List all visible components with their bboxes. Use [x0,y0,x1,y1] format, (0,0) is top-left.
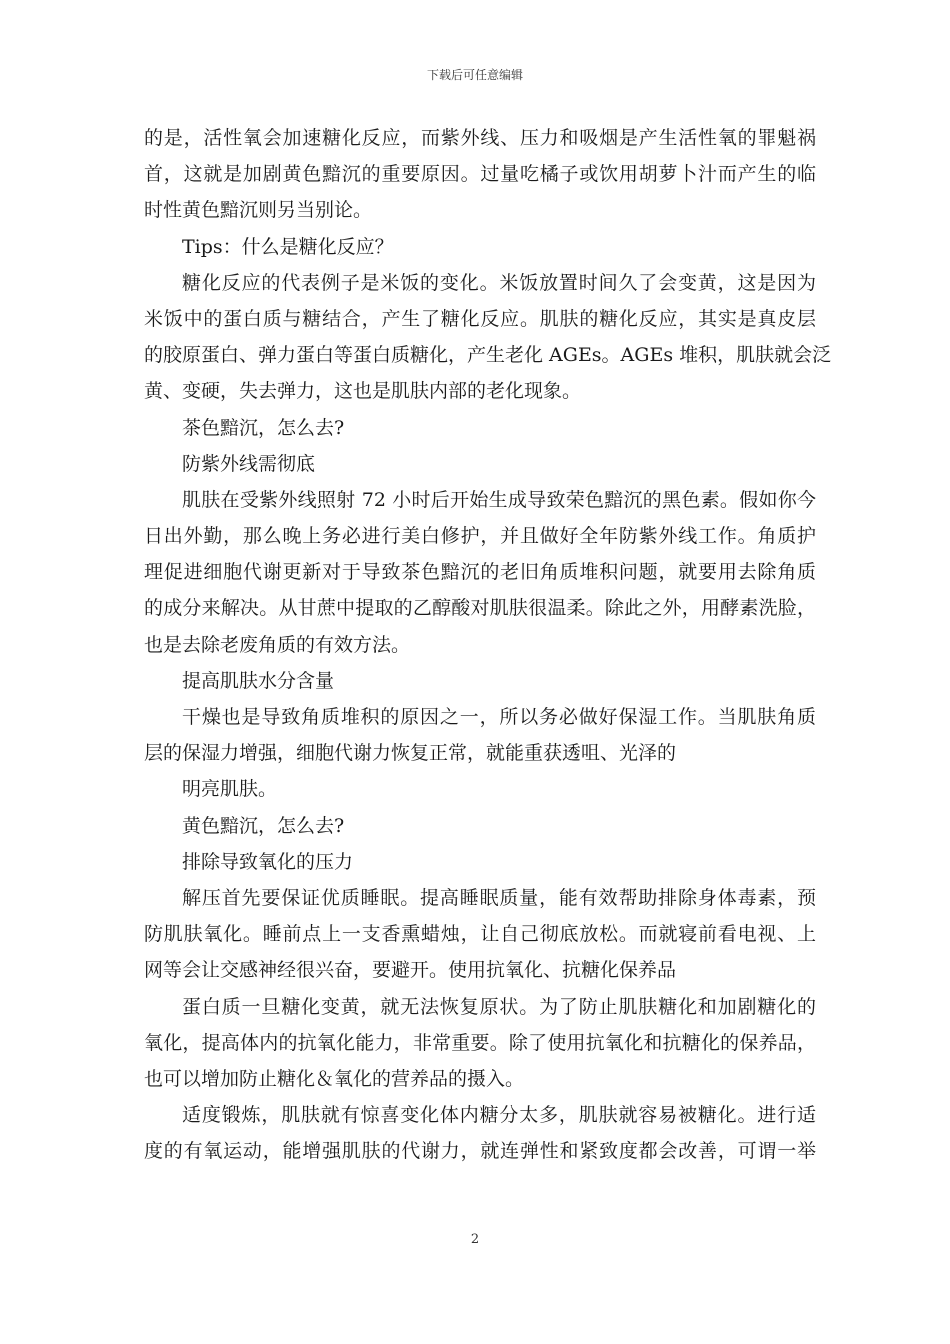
text-line: 提高肌肤水分含量 [182,669,335,692]
text-line: 度的有氧运动，能增强肌肤的代谢力，就连弹性和紧致度都会改善，可谓一举 [144,1140,816,1163]
text-line: 明亮肌肤。 [182,778,278,801]
text-line: 干燥也是导致角质堆积的原因之一，所以务必做好保湿工作。当肌肤角质 [182,706,816,728]
text-line: 日出外勤，那么晚上务必进行美白修护，并且做好全年防紫外线工作。角质护 [144,525,816,548]
text-line: 首，这就是加剧黄色黯沉的重要原因。过量吃橘子或饮用胡萝卜汁而产生的临 [144,163,816,186]
text-line: 糖化反应的代表例子是米饭的变化。米饭放置时间久了会变黄，这是因为 [182,271,816,294]
text-line: 的胶原蛋白、弹力蛋白等蛋白质糖化，产生老化 AGEs。AGEs 堆积，肌肤就会泛 [144,344,832,367]
text-line: 氧化，提高体内的抗氧化能力，非常重要。除了使用抗氧化和抗糖化的保养品， [144,1031,816,1054]
text-line: 也可以增加防止糖化＆氧化的营养品的摄入。 [144,1067,525,1090]
text-line: 适度锻炼，肌肤就有惊喜变化体内糖分太多，肌肤就容易被糖化。进行适 [182,1104,816,1127]
text-line: 米饭中的蛋白质与糖结合，产生了糖化反应。肌肤的糖化反应，其实是真皮层 [144,307,816,330]
text-line: 的成分来解决。从甘蔗中提取的乙醇酸对肌肤很温柔。除此之外，用酵素洗脸， [144,597,816,620]
text-line: 黄、变硬，失去弹力，这也是肌肤内部的老化现象。 [144,380,582,403]
text-line: 网等会让交感神经很兴奋，要避开。使用抗氧化、抗糖化保养品 [144,959,677,982]
text-line: 时性黄色黯沉则另当别论。 [144,199,373,222]
text-line: Tips：什么是糖化反应？ [182,235,394,258]
document-body [144,120,832,1169]
text-line: 排除导致氧化的压力 [182,850,354,873]
text-line: 蛋白质一旦糖化变黄，就无法恢复原状。为了防止肌肤糖化和加剧糖化的 [182,995,816,1018]
text-line: 理促进细胞代谢更新对于导致茶色黯沉的老旧角质堆积问题，就要用去除角质 [144,561,816,584]
text-line: 防肌肤氧化。睡前点上一支香熏蜡烛，让自己彻底放松。而就寝前看电视、上 [144,923,816,946]
text-line: 防紫外线需彻底 [182,452,316,475]
text-line: 解压首先要保证优质睡眠。提高睡眠质量，能有效帮助排除身体毒素，预 [182,886,816,909]
text-line: 的是，活性氧会加速糖化反应，而紫外线、压力和吸烟是产生活性氧的罪魁祸 [144,127,816,149]
text-line: 黄色黯沉，怎么去? [182,814,345,837]
text-line: 茶色黯沉，怎么去? [182,416,345,439]
text-line: 层的保湿力增强，细胞代谢力恢复正常，就能重获透咀、光泽的 [144,742,677,765]
text-line: 肌肤在受紫外线照射 72 小时后开始生成导致荣色黯沉的黑色素。假如你今 [182,488,816,511]
text-line: 也是去除老废角质的有效方法。 [144,633,411,656]
page-header: 下载后可任意编辑 [426,68,523,82]
page-number: 2 [470,1232,480,1247]
